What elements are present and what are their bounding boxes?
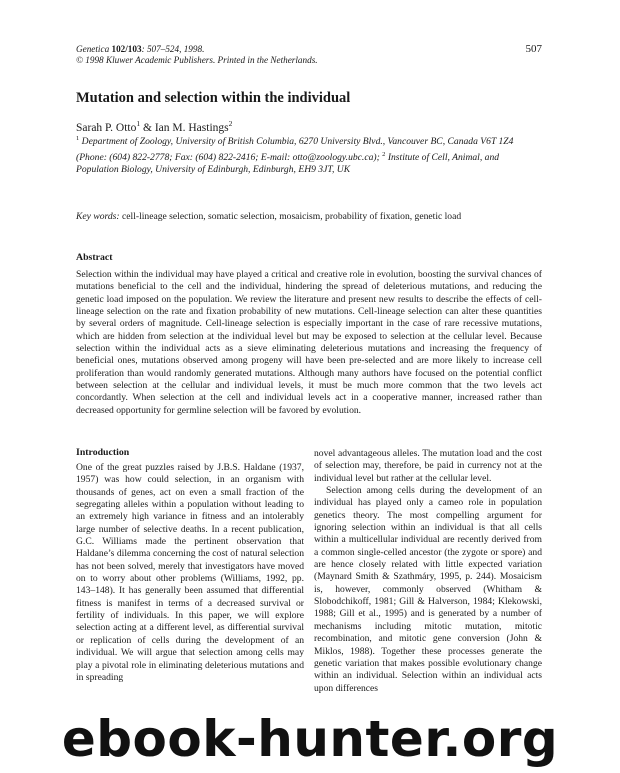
journal-name: Genetica [76, 44, 112, 54]
watermark-text: ebook-hunter.org [61, 710, 559, 768]
keywords [76, 211, 546, 222]
affiliations [76, 133, 544, 177]
abstract-heading: Abstract [76, 252, 113, 263]
body-paragraph: Selection among cells during the development of an individual has played only a cameo role in population genetics theory. The most compelling argument for ignoring selection within an individual is that all cells within a multicellular individual are recently derived from a common single-celled ancestor (the zygote or spore) and are hence closely related with little expected variation (Maynard Smith & Szathmáry, 1995, p. 244). Mosaicism is, however, commonly observed (Whitham & Slobodchikoff, 1981; Gill & Halverson, 1984; Klekowski, 1988; Gill et al., 1995) and is generated by a number of mechanisms including mitotic mutation, mitotic recombination, and mitotic gene conversion (John & Miklos, 1988). Together these processes generate the genetic variation that makes possible evolutionary change within an individual. Selection within an individual acts upon differences [314, 485, 542, 694]
author-1-affil-mark: 1 [136, 119, 141, 128]
affil-mark-1: 1 [76, 135, 80, 142]
keywords-label: Key words: [76, 211, 120, 222]
journal-citation [76, 44, 318, 66]
body-paragraph: One of the great puzzles raised by J.B.S. Haldane (1937, 1957) was how could selection, in an organism with thousands of genes, act on even a small fraction of the segregating alleles within a population without leading to an extremely high variance in fitness and an intolerably large number of selective deaths. In a recent publication, G.C. Williams made the pertinent observation that Haldane’s dilemma concerning the cost of natural selection has not been solved, merely that investigators have moved on to worry about other problems (Williams, 1992, pp. 143–148). It has generally been assumed that differential fitness is manifest in terms of a decreased survival or fertility of individuals. In this paper, we will explore selection acting at a different level, as differential survival or replication of cells during the development of an individual. We will argue that selection among cells may play a pivotal role in eliminating deleterious mutations and in spreading [76, 462, 304, 683]
author-1: Sarah P. Otto [76, 121, 137, 134]
affil-mark-2: 2 [382, 150, 386, 158]
journal-volume: 102/103 [111, 44, 142, 54]
author-2: Ian M. Hastings [154, 121, 229, 134]
copyright-line: © 1998 Kluwer Academic Publishers. Printed in the Netherlands. [76, 55, 318, 65]
affiliation-2: Institute of Cell, Animal, and Population Biology, University of Edinburgh, Edinburgh, EH9 3JT, UK [76, 151, 500, 176]
author-separator: & [140, 121, 155, 134]
author-2-affil-mark: 2 [228, 119, 233, 128]
body-column-left [76, 462, 304, 684]
body-column-right [314, 448, 542, 695]
body-paragraph: novel advantageous alleles. The mutation load and the cost of selection may, therefore, be paid in currency not at the individual level but rather at the cellular level. [314, 448, 542, 484]
journal-pages: : 507–524, 1998. [141, 44, 205, 54]
keywords-text: cell-lineage selection, somatic selection, mosaicism, probability of fixation, genetic load [119, 211, 462, 222]
affiliation-1: Department of Zoology, University of British Columbia, 6270 University Blvd., Vancouver BC, Canada V6T 1Z4 (Phone: (604) 822-2778; Fax: (604) 822-2416; E-mail: otto@zoology.ubc.ca); [76, 136, 514, 163]
page-number: 507 [525, 43, 542, 55]
author-line [76, 119, 232, 134]
paper-title: Mutation and selection within the individual [76, 90, 351, 106]
introduction-heading: Introduction [76, 447, 130, 458]
abstract-text: Selection within the individual may have played a critical and creative role in evolution, boosting the survival chances of mutations beneficial to the cell and the individual, hindering the spread of deleterious mutations, and reducing the genetic load imposed on the population. We review the literature and present new results to describe the effects of cell-lineage selection on the rate and fixation probability of new mutations. Cell-lineage selection can alter these quantities by several orders of magnitude. Cell-lineage selection is especially important in the case of rare recessive mutations, which are hidden from selection at the individual level but may be exposed to selection at the cellular level. Because selection within the individual acts as a sieve eliminating deleterious mutations and increasing the frequency of beneficial ones, mutations observed among progeny will have been pre-selected and are more likely to increase cell proliferation than would randomly generated mutations. Although many authors have focused on the potential conflict between selection at the cellular and individual levels, it must be much more common that the two levels act concordantly. When selection at the cell and individual levels act in a cooperative manner, increased rather than decreased opportunity for germline selection will be favored by evolution. [76, 269, 542, 416]
